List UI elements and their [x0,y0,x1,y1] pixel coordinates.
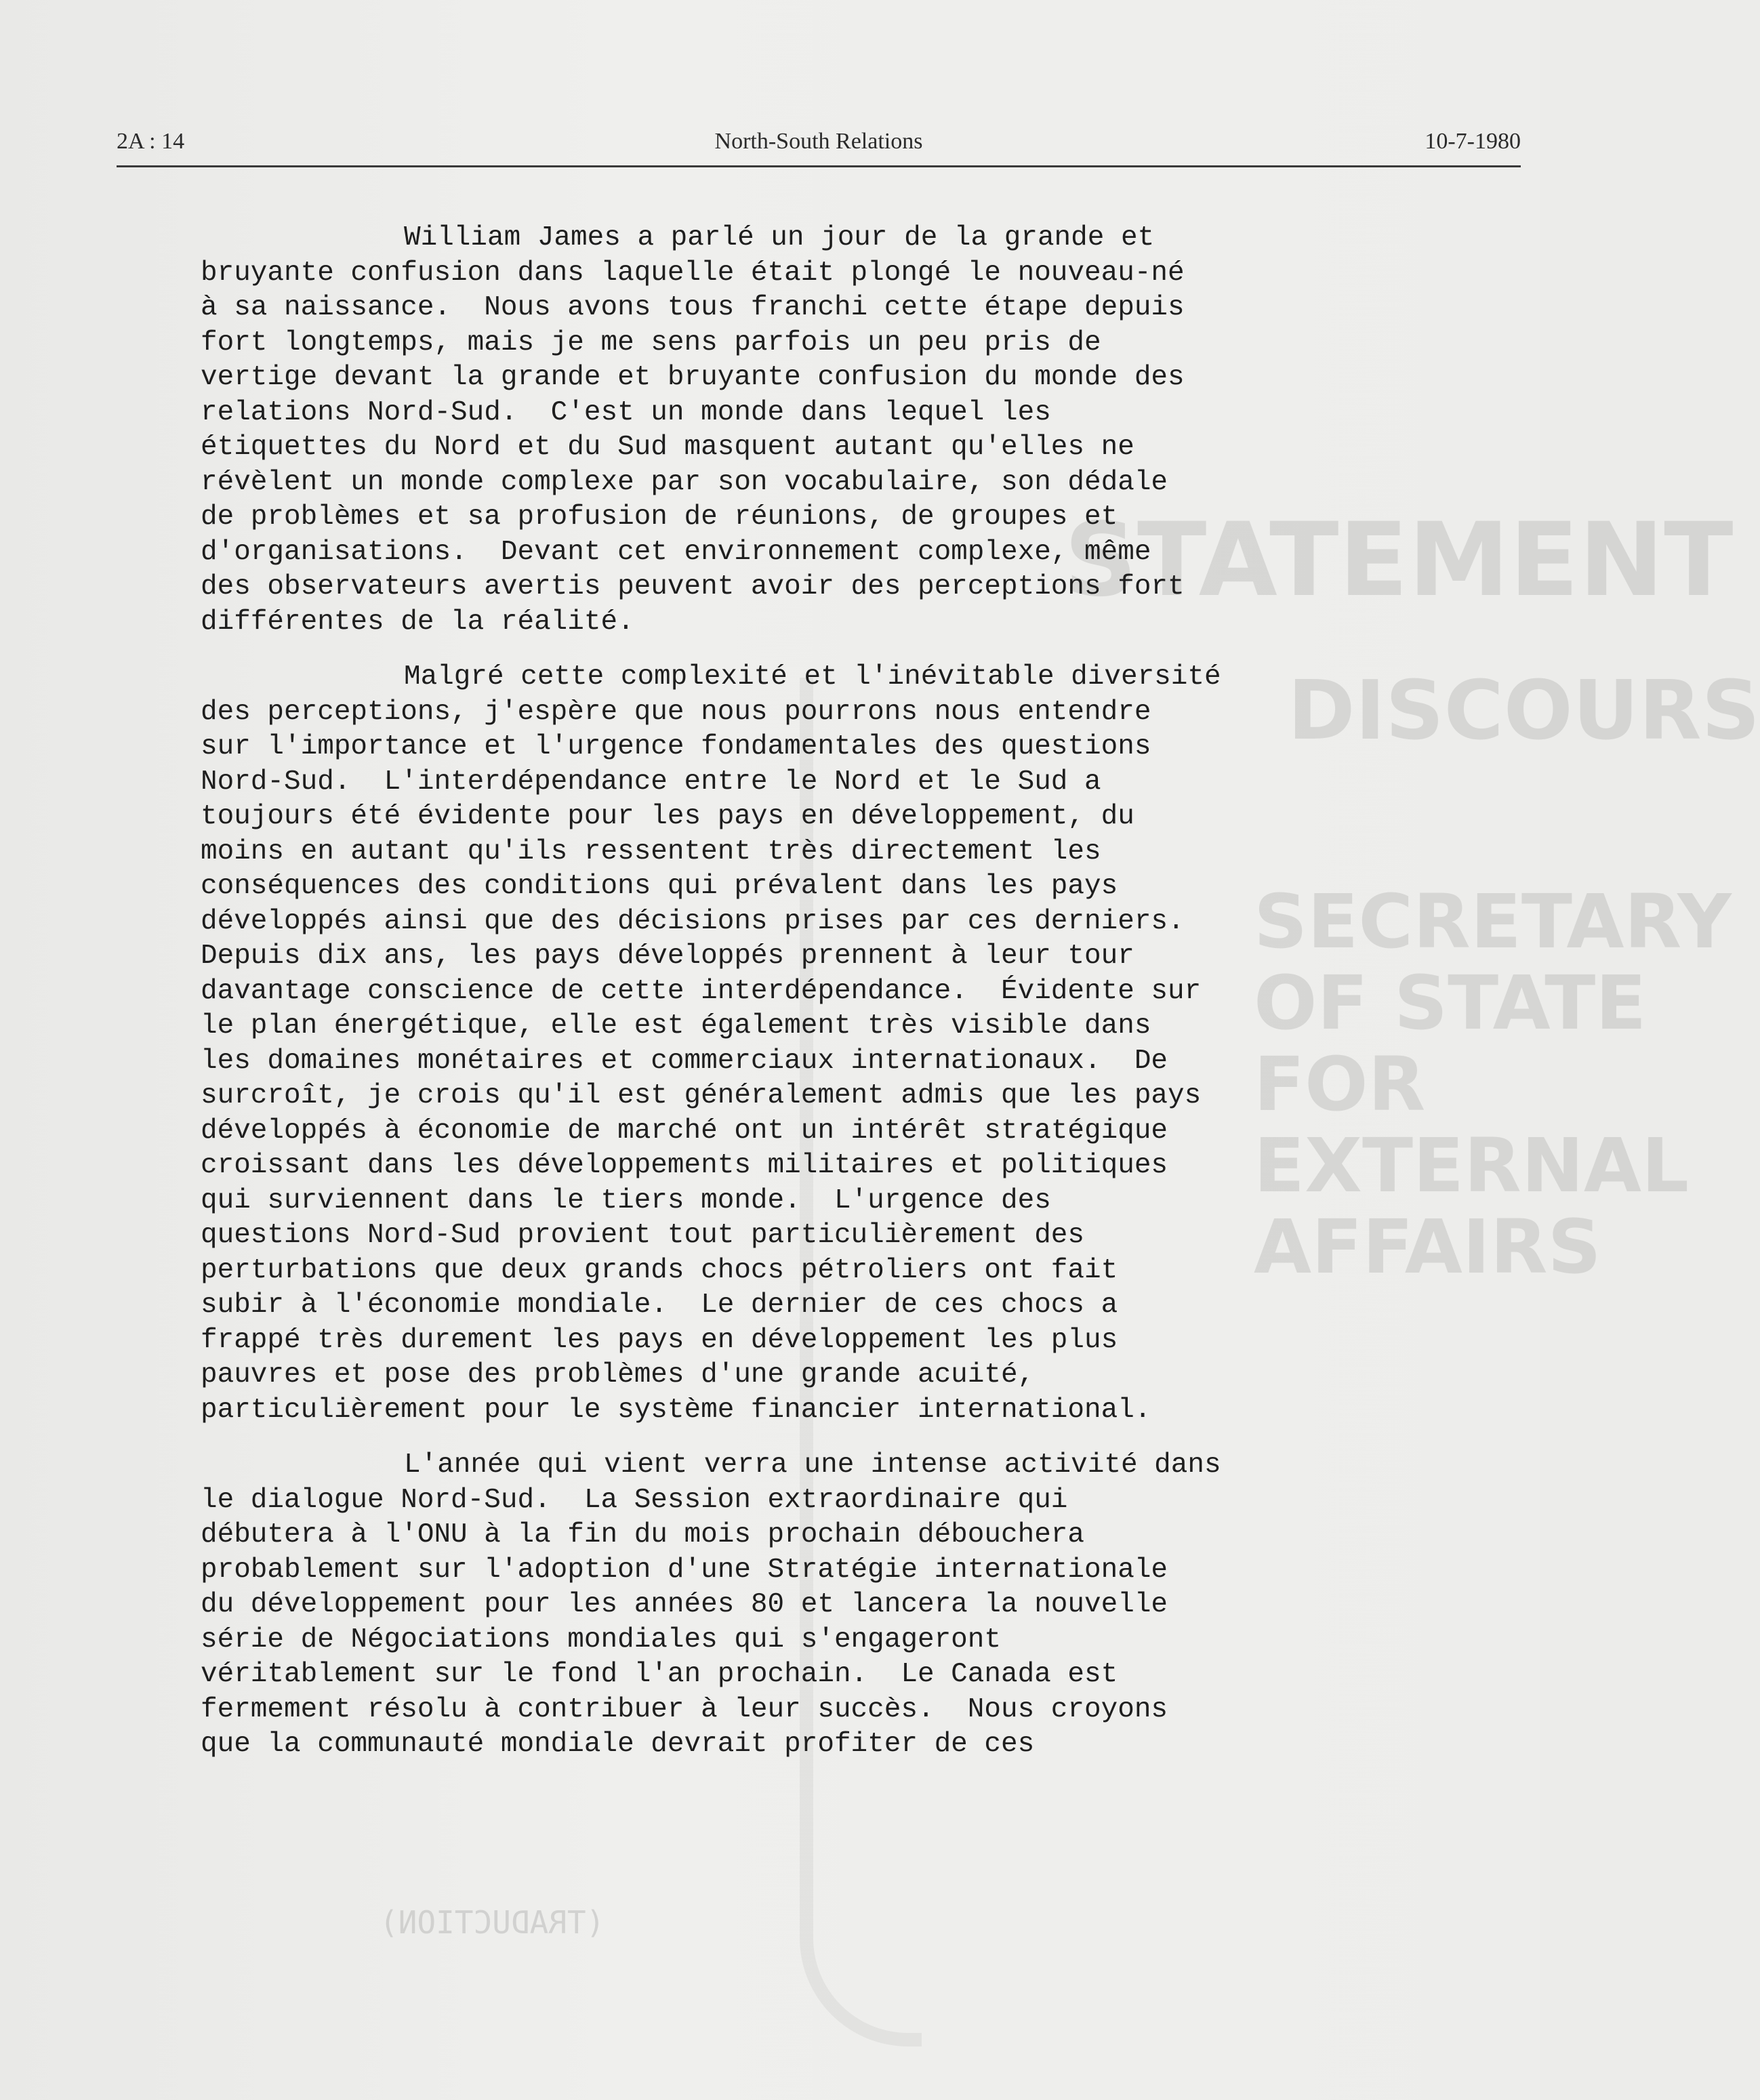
text-line: vertige devant la grande et bruyante confusion du monde des [201,362,1185,393]
text-line: étiquettes du Nord et du Sud masquent autant qu'elles ne [201,432,1134,463]
text-line: développés ainsi que des décisions prises par ces derniers. [201,905,1185,937]
page-header [117,129,1521,167]
text-line: des observateurs avertis peuvent avoir des perceptions fort [201,571,1185,602]
paragraph-1 [201,221,1488,640]
bleed-through-text: STATEMENT [1064,501,1734,619]
body-text [201,221,1488,1783]
text-line: moins en autant qu'ils ressentent très directement les [201,836,1101,867]
text-line: subir à l'économie mondiale. Le dernier de ces chocs a [201,1290,1118,1321]
text-line: de problèmes et sa profusion de réunions, de groupes et [201,501,1118,533]
text-line: pauvres et pose des problèmes d'une grande acuité, [201,1359,1035,1391]
text-line: fermement résolu à contribuer à leur succès. Nous croyons [201,1693,1168,1725]
text-line: perturbations que deux grands chocs pétroliers ont fait [201,1254,1118,1286]
text-line: débutera à l'ONU à la fin du mois prochain débouchera [201,1519,1085,1550]
page-number: 2A : 14 [117,129,185,154]
text-line: des perceptions, j'espère que nous pourrons nous entendre [201,696,1151,728]
text-line: davantage conscience de cette interdépendance. Évidente sur [201,975,1202,1007]
text-line: toujours été évidente pour les pays en développement, du [201,801,1134,832]
text-line: différentes de la réalité. [201,606,634,638]
bleed-through-text: SECRETARY OF STATE FOR EXTERNAL AFFAIRS [1254,878,1732,1290]
text-line: qui surviennent dans le tiers monde. L'urgence des [201,1185,1051,1216]
header-title: North-South Relations [714,129,923,154]
text-line: le plan énergétique, elle est également très visible dans [201,1010,1151,1042]
text-line: série de Négociations mondiales qui s'engageront [201,1624,1001,1655]
text-line: croissant dans les développements militaires et politiques [201,1150,1168,1181]
text-line: que la communauté mondiale devrait profiter de ces [201,1729,1035,1760]
text-line: conséquences des conditions qui prévalent dans les pays [201,871,1118,902]
text-line: probablement sur l'adoption d'une Stratégie internationale [201,1554,1168,1586]
bleed-through-text: (TRADUCTION) [380,1904,605,1941]
text-line: relations Nord-Sud. C'est un monde dans lequel les [201,396,1051,428]
text-line: d'organisations. Devant cet environnement complexe, même [201,536,1151,568]
text-line: révèlent un monde complexe par son vocabulaire, son dédale [201,466,1168,498]
text-line: sur l'importance et l'urgence fondamentales des questions [201,731,1151,762]
header-date: 10-7-1980 [1425,129,1521,154]
text-line: véritablement sur le fond l'an prochain. Le Canada est [201,1659,1118,1690]
text-line: frappé très durement les pays en développement les plus [201,1324,1118,1356]
text-line: Malgré cette complexité et l'inévitable diversité [404,661,1221,693]
text-line: développés à économie de marché ont un intérêt stratégique [201,1115,1168,1147]
text-line: William James a parlé un jour de la grande et [404,222,1155,253]
text-line: L'année qui vient verra une intense activité dans [404,1449,1221,1481]
text-line: questions Nord-Sud provient tout particulièrement des [201,1220,1085,1251]
text-line: à sa naissance. Nous avons tous franchi cette étape depuis [201,292,1185,323]
text-line: les domaines monétaires et commerciaux internationaux. De [201,1045,1168,1077]
header-rule [117,165,1521,167]
bleed-through-text: DISCOURS [1288,664,1760,758]
text-line: Depuis dix ans, les pays développés prennent à leur tour [201,941,1134,972]
text-line: surcroît, je crois qu'il est généralement admis que les pays [201,1080,1202,1111]
text-line: particulièrement pour le système financier international. [201,1394,1151,1426]
text-line: le dialogue Nord-Sud. La Session extraordinaire qui [201,1484,1068,1516]
paragraph-2 [201,660,1488,1428]
text-line: Nord-Sud. L'interdépendance entre le Nord et le Sud a [201,766,1101,798]
text-line: bruyante confusion dans laquelle était plongé le nouveau-né [201,257,1185,289]
paragraph-3 [201,1448,1488,1763]
text-line: du développement pour les années 80 et lancera la nouvelle [201,1589,1168,1620]
text-line: fort longtemps, mais je me sens parfois un peu pris de [201,327,1101,358]
